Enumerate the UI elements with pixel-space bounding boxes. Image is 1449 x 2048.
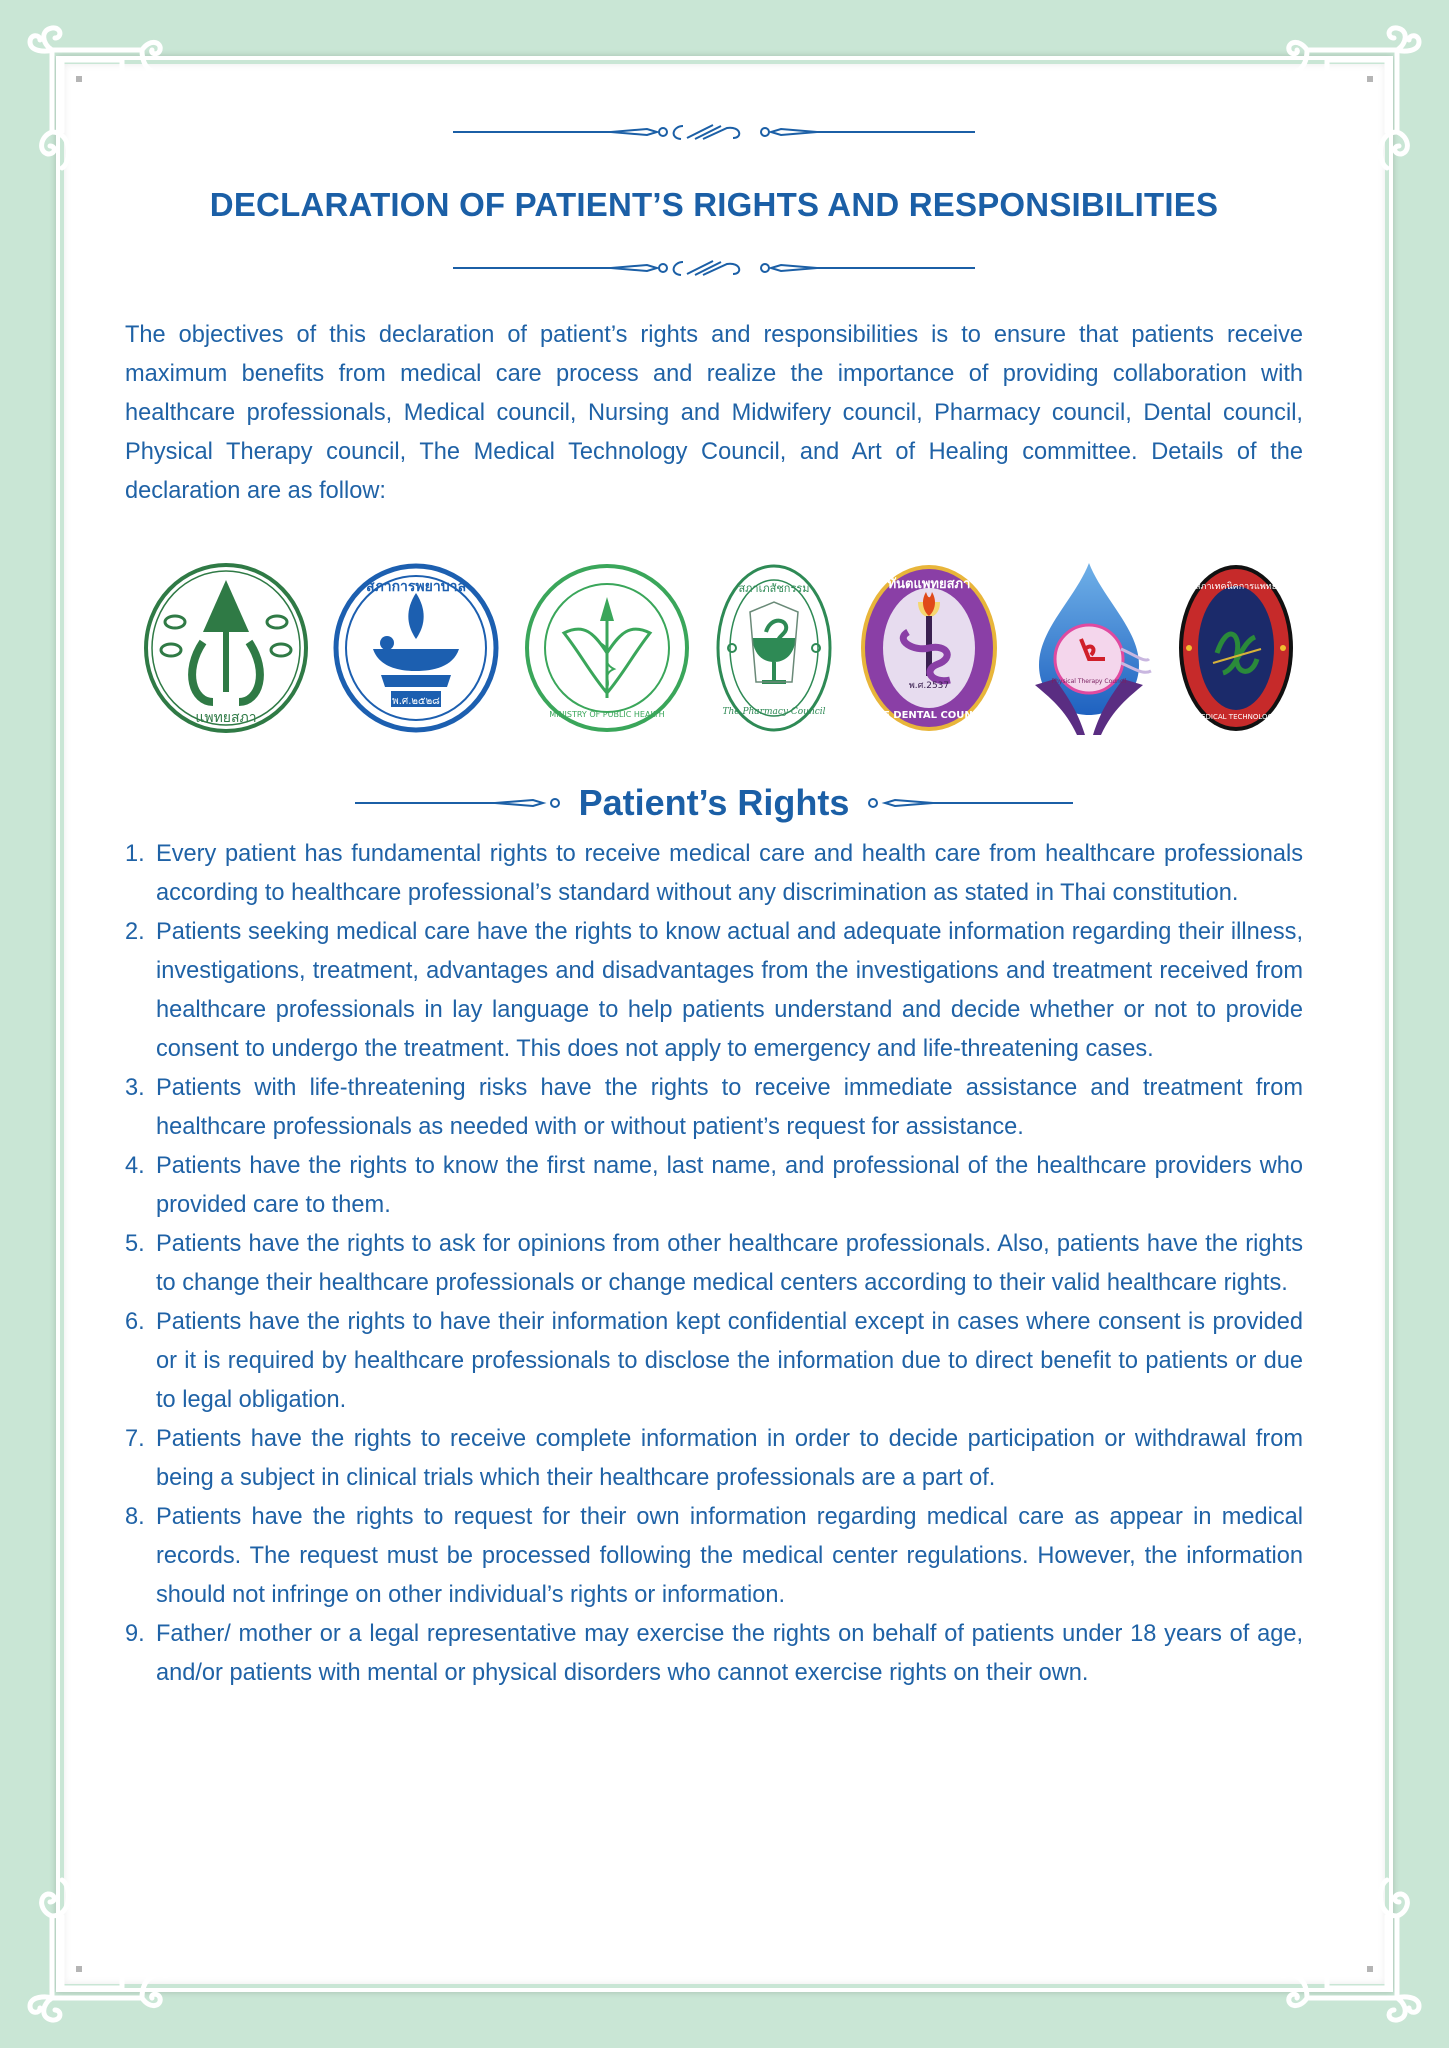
corner-ornament-icon xyxy=(1317,22,1427,132)
ministry-of-public-health-logo-icon xyxy=(524,563,690,733)
svg-text:ทันตแพทยสภา: ทันตแพทยสภา xyxy=(887,577,971,592)
flourish-divider-icon xyxy=(451,120,977,144)
intro-paragraph: The objectives of this declaration of patient’s rights and responsibilities is to ensure that patients receive maximum benefits from medical care process and realize the importance of providing collaboration with healthcare professionals, Medical council, Nursing and Midwifery council, Pharmacy council, Dental council, Physical Therapy council, The Medical Technology Council, and Art of Healing committee. Details of the declaration are as follow: xyxy=(125,322,1303,504)
list-item: 1. Every patient has fundamental rights to receive medical care and health care from healthcare professionals according to healthcare professional’s standard without any discrimination as stated in Thai constitution. xyxy=(125,841,1303,906)
flourish-left-icon xyxy=(355,795,565,811)
list-item: 3. Patients with life-threatening risks have the rights to receive immediate assistance and treatment from healthcare professionals as needed with or without patient’s request for assistance. xyxy=(125,1075,1303,1140)
physical-therapy-council-logo-icon xyxy=(1025,559,1153,737)
page-title: DECLARATION OF PATIENT’S RIGHTS AND RESPONSIBILITIES xyxy=(209,186,1219,223)
list-item: 6. Patients have the rights to have their information kept confidential except in cases where consent is provided or it is required by healthcare professionals to disclose the information due to direct benefit to patients or due to legal obligation. xyxy=(125,1309,1303,1413)
svg-text:แพทยสภา: แพทยสภา xyxy=(195,710,257,726)
council-logos-row xyxy=(125,553,1303,743)
medical-council-logo-icon xyxy=(143,562,309,734)
list-item: 5. Patients have the rights to ask for opinions from other healthcare professionals. Also, patients have the rights to change their healthcare professionals or change medical centers according to their valid healthcare rights. xyxy=(125,1231,1303,1296)
list-item: 2. Patients seeking medical care have the rights to know actual and adequate information regarding their illness, investigations, treatment, advantages and disadvantages from the investigations and treatment received from healthcare professionals in lay language to help patients understand and decide whether or not to provide consent to undergo the treatment. This does not apply to emergency and life-threatening cases. xyxy=(125,919,1303,1062)
nursing-council-logo-icon xyxy=(333,563,499,733)
svg-text:พ.ศ.2537: พ.ศ.2537 xyxy=(909,681,950,691)
svg-text:The Pharmacy Council: The Pharmacy Council xyxy=(722,707,826,717)
dental-council-logo-icon xyxy=(858,562,1000,734)
svg-text:สภาการพยาบาล: สภาการพยาบาล xyxy=(366,579,467,595)
list-item: 7. Patients have the rights to receive complete information in order to decide participation or withdrawal from being a subject in clinical trials which their healthcare professionals are a part of. xyxy=(125,1426,1303,1491)
corner-ornament-icon xyxy=(1317,1916,1427,2026)
flourish-right-icon xyxy=(863,795,1073,811)
svg-text:สภาเภสัชกรรม: สภาเภสัชกรรม xyxy=(738,582,810,595)
svg-text:Physical Therapy Council: Physical Therapy Council xyxy=(1051,678,1127,685)
list-item: 4. Patients have the rights to know the first name, last name, and professional of the healthcare providers who provided care to them. xyxy=(125,1153,1303,1218)
section-heading xyxy=(125,781,1303,825)
document-content xyxy=(125,120,1303,1693)
corner-ornament-icon xyxy=(22,1916,132,2026)
list-item: 9. Father/ mother or a legal representative may exercise the rights on behalf of patients under 18 years of age, and/or patients with mental or physical disorders who cannot exercise rights on their own. xyxy=(125,1621,1303,1686)
corner-ornament-icon xyxy=(22,22,132,132)
section-title: Patient’s Rights xyxy=(578,782,850,823)
list-item: 8. Patients have the rights to request for their own information regarding medical care as appear in medical records. The request must be processed following the medical center regulations. However, the information should not infringe on other individual’s rights or information. xyxy=(125,1504,1303,1608)
svg-text:THE DENTAL COUNCIL: THE DENTAL COUNCIL xyxy=(868,710,991,721)
svg-text:MEDICAL TECHNOLOGY: MEDICAL TECHNOLOGY xyxy=(1195,713,1277,721)
svg-text:สภาเทคนิคการแพทย์: สภาเทคนิคการแพทย์ xyxy=(1194,582,1277,592)
svg-text:MINISTRY OF PUBLIC HEALTH: MINISTRY OF PUBLIC HEALTH xyxy=(548,710,665,719)
svg-text:พ.ศ.๒๕๒๘: พ.ศ.๒๕๒๘ xyxy=(392,696,441,707)
rights-list xyxy=(125,835,1303,1693)
flourish-divider-icon xyxy=(451,256,977,280)
pharmacy-council-logo-icon xyxy=(714,562,834,734)
medical-technology-council-logo-icon xyxy=(1177,563,1295,733)
